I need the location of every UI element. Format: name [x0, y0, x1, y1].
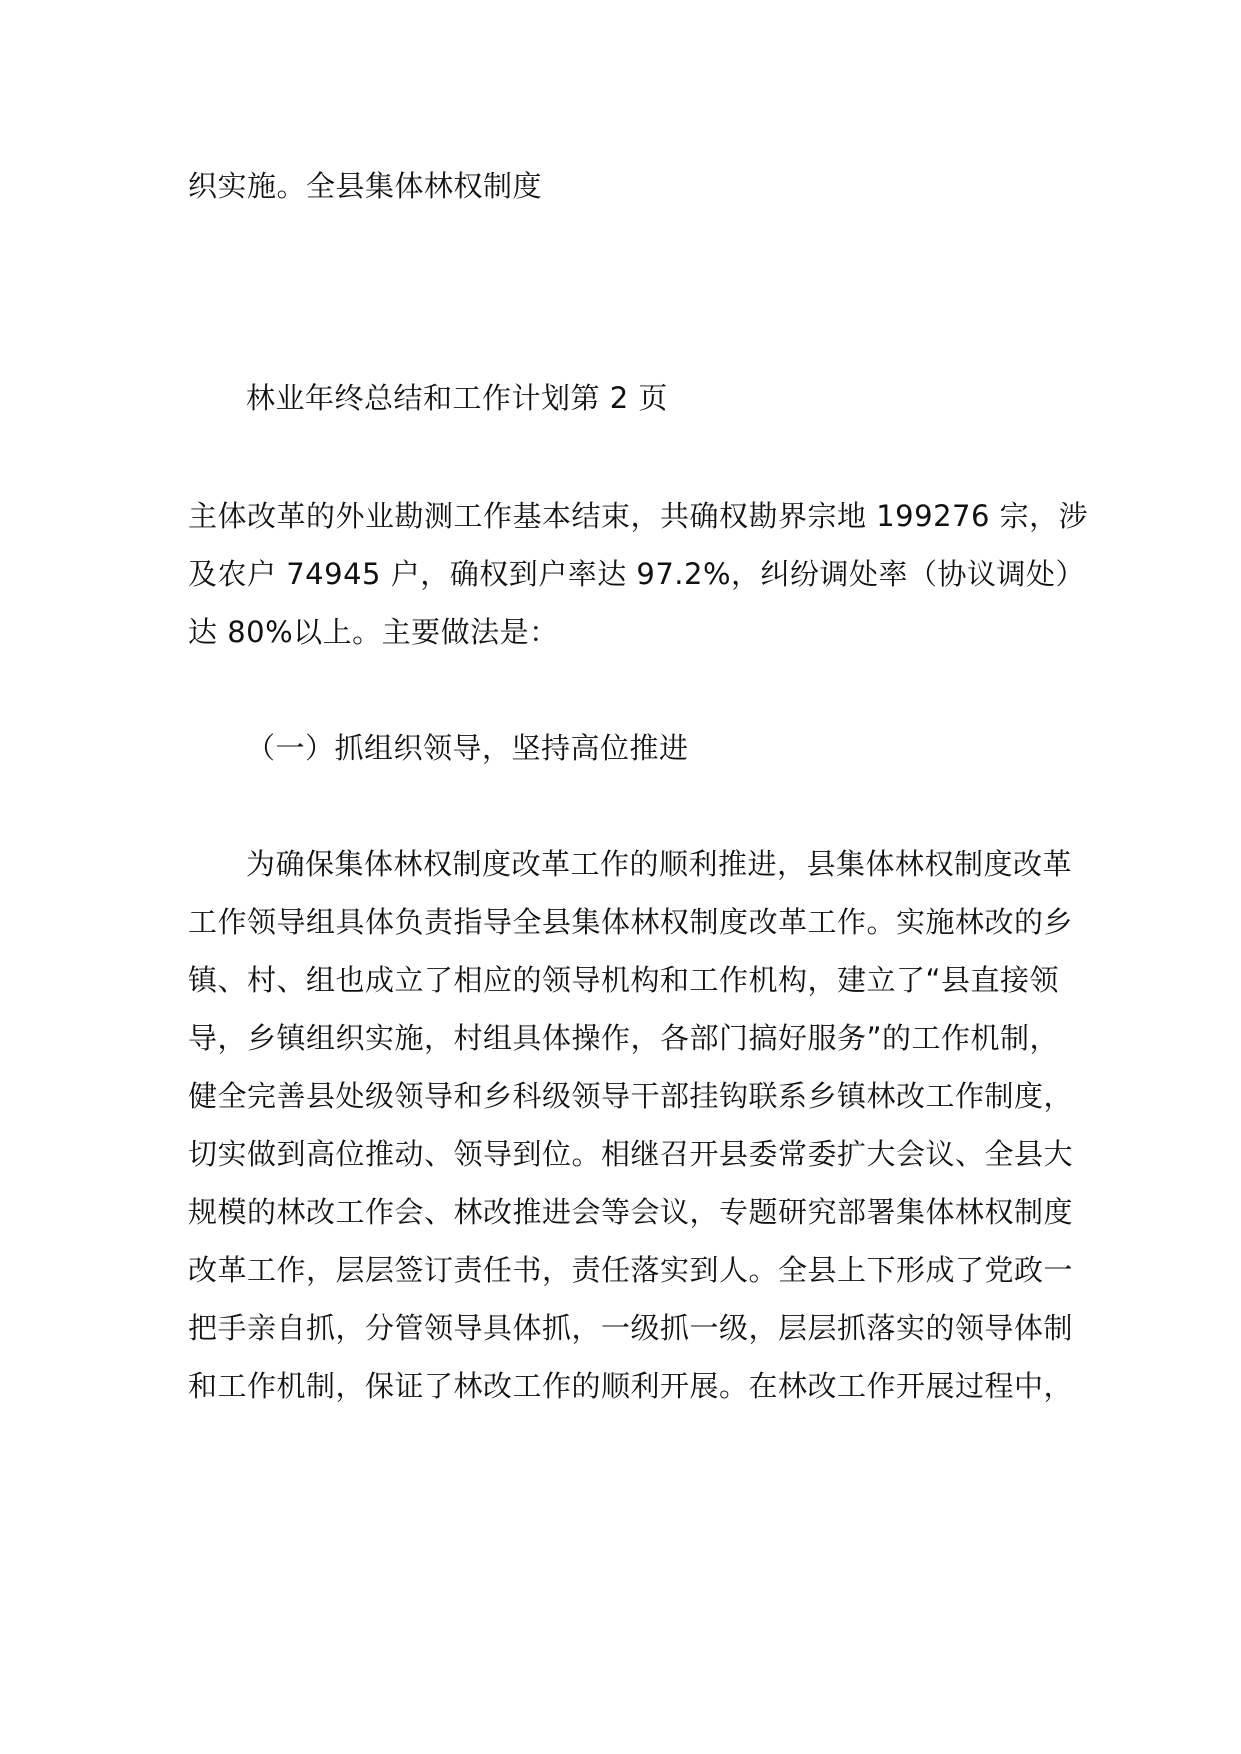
fragment-line: 织实施。全县集体林权制度 — [188, 169, 543, 203]
paragraph-line: 为确保集体林权制度改革工作的顺利推进，县集体林权制度改革 — [246, 847, 1073, 881]
page-header: 林业年终总结和工作计划第 2 页 — [246, 381, 668, 415]
paragraph-line: 和工作机制，保证了林改工作的顺利开展。在林改工作开展过程中， — [188, 1369, 1074, 1403]
paragraph-line: 导，乡镇组织实施，村组具体操作，各部门搞好服务”的工作机制， — [188, 1021, 1060, 1055]
paragraph-line: 及农户 74945 户，确权到户率达 97.2%，纠纷调处率（协议调处） — [188, 557, 1086, 591]
paragraph-line: 规模的林改工作会、林改推进会等会议，专题研究部署集体林权制度 — [188, 1195, 1074, 1229]
paragraph-line: 主体改革的外业勘测工作基本结束，共确权勘界宗地 199276 宗，涉 — [188, 499, 1089, 533]
paragraph-line: 切实做到高位推动、领导到位。相继召开县委常委扩大会议、全县大 — [188, 1137, 1074, 1171]
paragraph-line: 工作领导组具体负责指导全县集体林权制度改革工作。实施林改的乡 — [188, 905, 1074, 939]
paragraph-line: 改革工作，层层签订责任书，责任落实到人。全县上下形成了党政一 — [188, 1253, 1074, 1287]
paragraph-line: 达 80%以上。主要做法是： — [188, 615, 559, 649]
section-heading: （一）抓组织领导，坚持高位推进 — [246, 731, 689, 765]
paragraph-line: 把手亲自抓，分管领导具体抓，一级抓一级，层层抓落实的领导体制 — [188, 1311, 1074, 1345]
paragraph-line: 健全完善县处级领导和乡科级领导干部挂钩联系乡镇林改工作制度， — [188, 1079, 1074, 1113]
paragraph-line: 镇、村、组也成立了相应的领导机构和工作机构，建立了“县直接领 — [188, 963, 1060, 997]
